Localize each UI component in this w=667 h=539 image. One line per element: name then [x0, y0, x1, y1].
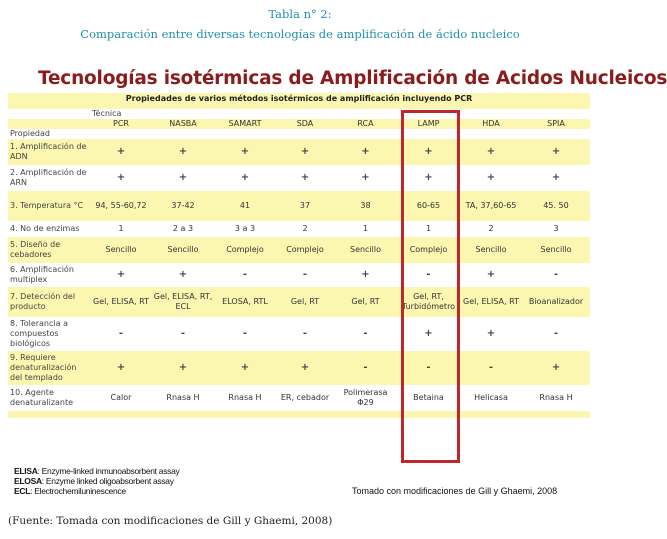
cell-rca: 38 — [334, 191, 397, 221]
table-caption-title: Comparación entre diversas tecnologías de amplificación de ácido nucleico — [80, 27, 520, 41]
cell-spia: - — [522, 263, 590, 287]
column-header-rca: RCA — [334, 119, 397, 129]
table-row — [8, 287, 590, 317]
cell-spia: 3 — [522, 221, 590, 237]
cell-lamp: 60-65 — [397, 191, 460, 221]
cell-pcr: Calor — [90, 385, 152, 411]
cell-nasba: + — [152, 139, 214, 165]
table-row — [8, 165, 590, 191]
cell-rca: + — [334, 139, 397, 165]
cell-rca: + — [334, 263, 397, 287]
table-row — [8, 237, 590, 263]
row-label: 9. Requiere denaturalización del templado — [8, 351, 90, 385]
cell-sda: 2 — [276, 221, 334, 237]
cell-samart: Rnasa H — [214, 385, 276, 411]
cell-lamp: + — [397, 139, 460, 165]
cell-pcr: 1 — [90, 221, 152, 237]
cell-sda: - — [276, 317, 334, 351]
tecnica-spacer — [152, 109, 214, 119]
cell-hda: Gel, ELISA, RT — [460, 287, 522, 317]
cell-rca: Polimerasa Φ29 — [334, 385, 397, 411]
table-row — [8, 351, 590, 385]
cell-spia: + — [522, 165, 590, 191]
row-label: 1. Amplificación de ADN — [8, 139, 90, 165]
cell-pcr: - — [90, 317, 152, 351]
abbreviation-term: ELISA — [14, 466, 38, 476]
propiedad-spacer — [90, 129, 152, 139]
tecnica-spacer — [276, 109, 334, 119]
cell-hda: Sencillo — [460, 237, 522, 263]
comparison-grid — [8, 93, 590, 418]
cell-spia: Sencillo — [522, 237, 590, 263]
propiedad-spacer — [276, 129, 334, 139]
abbreviation-line — [14, 476, 180, 486]
column-header-nasba: NASBA — [152, 119, 214, 129]
cell-nasba: + — [152, 351, 214, 385]
cell-pcr: Gel, ELISA, RT — [90, 287, 152, 317]
cell-nasba: 2 a 3 — [152, 221, 214, 237]
row-label: 8. Tolerancia a compuestos biológicos — [8, 317, 90, 351]
tecnica-spacer — [214, 109, 276, 119]
cell-sda: + — [276, 139, 334, 165]
cell-hda: - — [460, 351, 522, 385]
tecnica-label: Técnica — [90, 109, 152, 119]
cell-spia: 45. 50 — [522, 191, 590, 221]
cell-samart: + — [214, 165, 276, 191]
cell-hda: + — [460, 165, 522, 191]
cell-nasba: Gel, ELISA, RT, ECL — [152, 287, 214, 317]
cell-sda: + — [276, 165, 334, 191]
abbreviation-term: ECL — [14, 486, 31, 496]
tecnica-spacer — [522, 109, 590, 119]
cell-sda: ER, cebador — [276, 385, 334, 411]
cell-nasba: + — [152, 263, 214, 287]
cell-sda: 37 — [276, 191, 334, 221]
cell-sda: + — [276, 351, 334, 385]
propiedad-spacer — [522, 129, 590, 139]
abbreviation-definition: : Enzyme-linked inmunoabsorbent assay — [37, 466, 180, 476]
table-row — [8, 317, 590, 351]
table-row — [8, 139, 590, 165]
subtitle-row — [8, 93, 590, 104]
abbreviation-definition: : Electrochemiluninescence — [30, 486, 126, 496]
abbreviation-term: ELOSA — [14, 476, 42, 486]
figure-title: Tecnologías isotérmicas de Amplificación de Acidos Nucleicos — [38, 68, 667, 89]
propiedad-spacer — [397, 129, 460, 139]
bottom-spacer-cell — [8, 411, 590, 418]
cell-samart: 3 a 3 — [214, 221, 276, 237]
cell-pcr: + — [90, 263, 152, 287]
cell-hda: TA, 37,60-65 — [460, 191, 522, 221]
bottom-spacer-row — [8, 411, 590, 418]
table-row — [8, 191, 590, 221]
propiedad-spacer — [214, 129, 276, 139]
abbreviation-line — [14, 486, 180, 496]
cell-spia: + — [522, 351, 590, 385]
cell-pcr: + — [90, 165, 152, 191]
header-corner — [8, 119, 90, 129]
propiedad-spacer — [334, 129, 397, 139]
cell-samart: + — [214, 351, 276, 385]
row-label: 6. Amplificación multiplex — [8, 263, 90, 287]
figure-credit: Tomado con modificaciones de Gill y Ghaemi, 2008 — [352, 486, 558, 496]
cell-hda: Helicasa — [460, 385, 522, 411]
cell-pcr: 94, 55-60,72 — [90, 191, 152, 221]
cell-spia: - — [522, 317, 590, 351]
abbreviation-line — [14, 466, 180, 476]
cell-sda: - — [276, 263, 334, 287]
propiedad-row — [8, 129, 590, 139]
table-row — [8, 263, 590, 287]
cell-nasba: Sencillo — [152, 237, 214, 263]
cell-hda: + — [460, 317, 522, 351]
column-header-samart: SAMART — [214, 119, 276, 129]
cell-rca: - — [334, 317, 397, 351]
tecnica-spacer — [460, 109, 522, 119]
row-label: 7. Detección del producto — [8, 287, 90, 317]
cell-lamp: Gel, RT, Turbidómetro — [397, 287, 460, 317]
cell-rca: + — [334, 165, 397, 191]
cell-lamp: Complejo — [397, 237, 460, 263]
cell-rca: - — [334, 351, 397, 385]
table-number-caption: Tabla n° 2: — [268, 7, 332, 21]
comparison-table — [8, 93, 590, 418]
cell-samart: + — [214, 139, 276, 165]
column-header-row — [8, 119, 590, 129]
column-header-spia: SPIA — [522, 119, 590, 129]
column-header-sda: SDA — [276, 119, 334, 129]
cell-lamp: + — [397, 165, 460, 191]
cell-hda: + — [460, 263, 522, 287]
cell-samart: - — [214, 317, 276, 351]
tecnica-label-spacer — [8, 109, 90, 119]
column-header-lamp: LAMP — [397, 119, 460, 129]
propiedad-spacer — [152, 129, 214, 139]
table-row — [8, 385, 590, 411]
cell-spia: Rnasa H — [522, 385, 590, 411]
cell-samart: ELOSA, RTL — [214, 287, 276, 317]
cell-rca: 1 — [334, 221, 397, 237]
cell-hda: 2 — [460, 221, 522, 237]
cell-lamp: - — [397, 263, 460, 287]
cell-nasba: Rnasa H — [152, 385, 214, 411]
tecnica-row — [8, 109, 590, 119]
table-subtitle: Propiedades de varios métodos isotérmicos de amplificación incluyendo PCR — [8, 93, 590, 104]
cell-sda: Complejo — [276, 237, 334, 263]
cell-lamp: + — [397, 317, 460, 351]
cell-samart: - — [214, 263, 276, 287]
row-label: 4. No de enzimas — [8, 221, 90, 237]
column-header-hda: HDA — [460, 119, 522, 129]
cell-rca: Gel, RT — [334, 287, 397, 317]
cell-nasba: - — [152, 317, 214, 351]
row-label: 3. Temperatura °C — [8, 191, 90, 221]
column-header-pcr: PCR — [90, 119, 152, 129]
row-label: 2. Amplificación de ARN — [8, 165, 90, 191]
cell-lamp: Betaina — [397, 385, 460, 411]
cell-pcr: + — [90, 139, 152, 165]
table-row — [8, 221, 590, 237]
propiedad-label: Propiedad — [8, 129, 90, 139]
cell-samart: Complejo — [214, 237, 276, 263]
propiedad-spacer — [460, 129, 522, 139]
cell-samart: 41 — [214, 191, 276, 221]
abbreviations-legend — [14, 466, 180, 496]
cell-pcr: + — [90, 351, 152, 385]
row-label: 5. Diseño de cebadores — [8, 237, 90, 263]
cell-nasba: 37-42 — [152, 191, 214, 221]
source-note: (Fuente: Tomada con modificaciones de Gill y Ghaemi, 2008) — [8, 515, 333, 527]
abbreviation-definition: : Enzyme linked oligoabsorbent assay — [41, 476, 174, 486]
cell-spia: + — [522, 139, 590, 165]
cell-sda: Gel, RT — [276, 287, 334, 317]
tecnica-spacer — [397, 109, 460, 119]
cell-hda: + — [460, 139, 522, 165]
cell-lamp: - — [397, 351, 460, 385]
cell-nasba: + — [152, 165, 214, 191]
cell-rca: Sencillo — [334, 237, 397, 263]
cell-pcr: Sencillo — [90, 237, 152, 263]
tecnica-spacer — [334, 109, 397, 119]
cell-lamp: 1 — [397, 221, 460, 237]
cell-spia: Bioanalizador — [522, 287, 590, 317]
row-label: 10. Agente denaturalizante — [8, 385, 90, 411]
